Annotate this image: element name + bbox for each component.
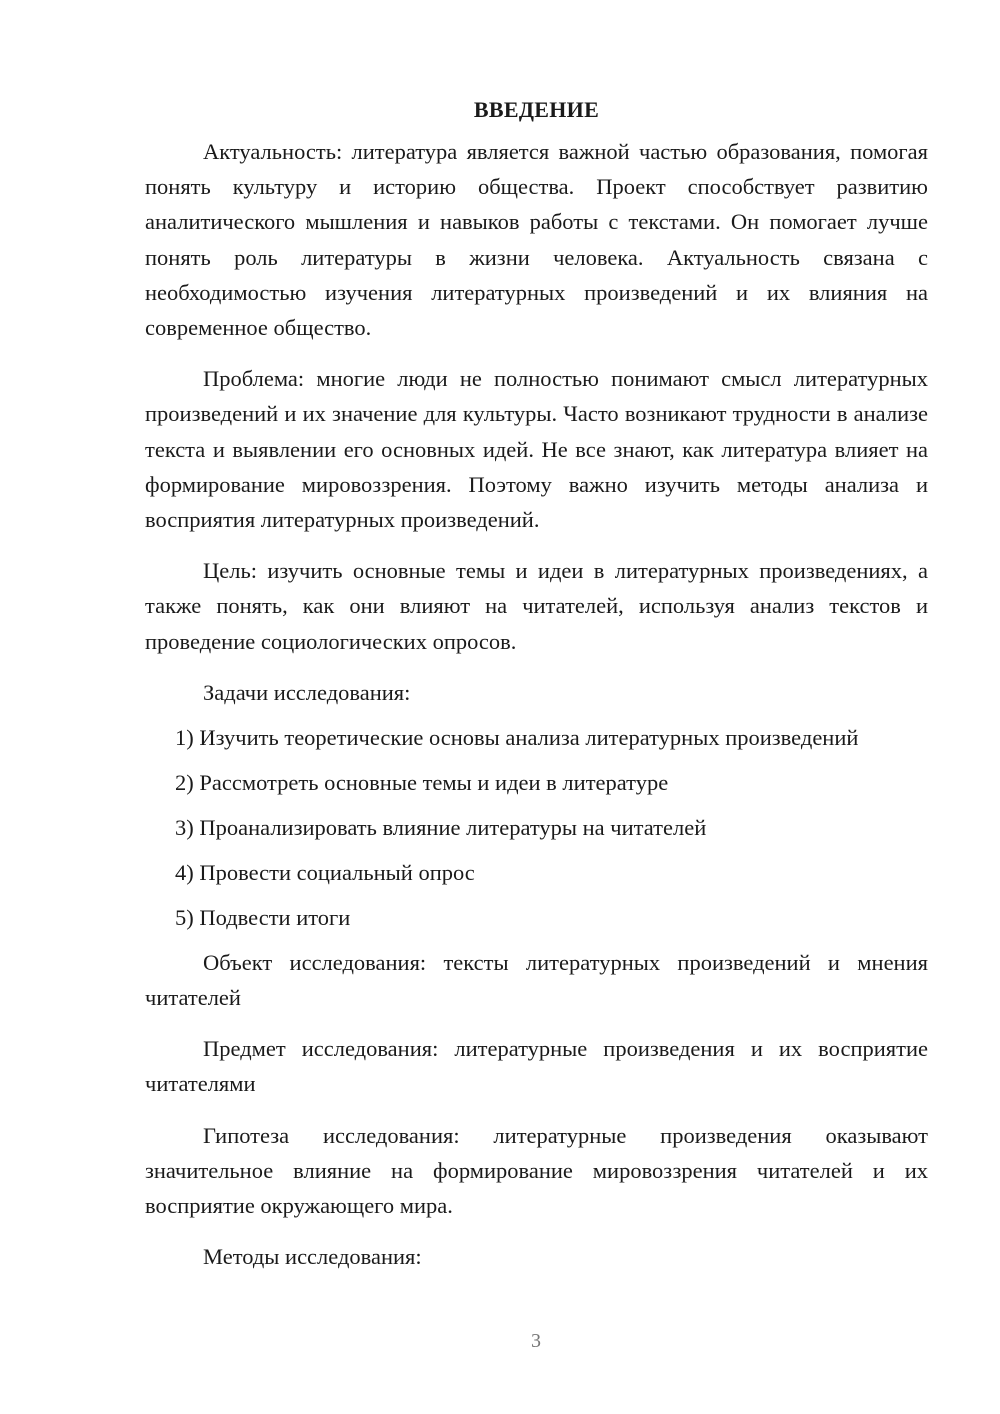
task-item-3: 3) Проанализировать влияние литературы на читателей	[175, 814, 707, 840]
goal-paragraph: Цель: изучить основные темы и идеи в литературных произведениях, а также понять, как они влияют на читателей, используя анализ текстов и проведение социологических опросов.	[145, 558, 928, 654]
relevance-paragraph: Актуальность: литература является важной частью образования, помогая понять культуру и историю общества. Проект способствует развитию аналитического мышления и навыков работы с текстами. Он помогает лучше понять роль литературы в жизни человека. Актуальность связана с необходимостью изучения литературных произведений и их влияния на современное общество.	[145, 139, 928, 341]
task-item-4: 4) Провести социальный опрос	[175, 859, 475, 885]
methods-paragraph: Методы исследования:	[203, 1244, 422, 1270]
task-item-5: 5) Подвести итоги	[175, 904, 351, 930]
page-title: ВВЕДЕНИЕ	[473, 97, 600, 122]
tasks-heading: Задачи исследования:	[203, 679, 411, 705]
subject-paragraph: Предмет исследования: литературные произведения и их восприятие читателями	[145, 1036, 928, 1097]
problem-paragraph: Проблема: многие люди не полностью понимают смысл литературных произведений и их значение для культуры. Часто возникают трудности в анализе текста и выявлении его основных идей. Не все знают, как литература влияет на формирование мировоззрения. Поэтому важно изучить методы анализа и восприятия литературных произведений.	[145, 366, 928, 533]
page-number: 3	[531, 1330, 541, 1352]
task-item-1: 1) Изучить теоретические основы анализа литературных произведений	[175, 724, 859, 750]
task-item-2: 2) Рассмотреть основные темы и идеи в литературе	[175, 769, 669, 795]
object-paragraph: Объект исследования: тексты литературных произведений и мнения читателей	[145, 949, 928, 1011]
hypothesis-paragraph: Гипотеза исследования: литературные произведения оказывают значительное влияние на формирование мировоззрения читателей и их восприятие окружающего мира.	[145, 1122, 928, 1219]
document-page	[145, 92, 928, 1274]
